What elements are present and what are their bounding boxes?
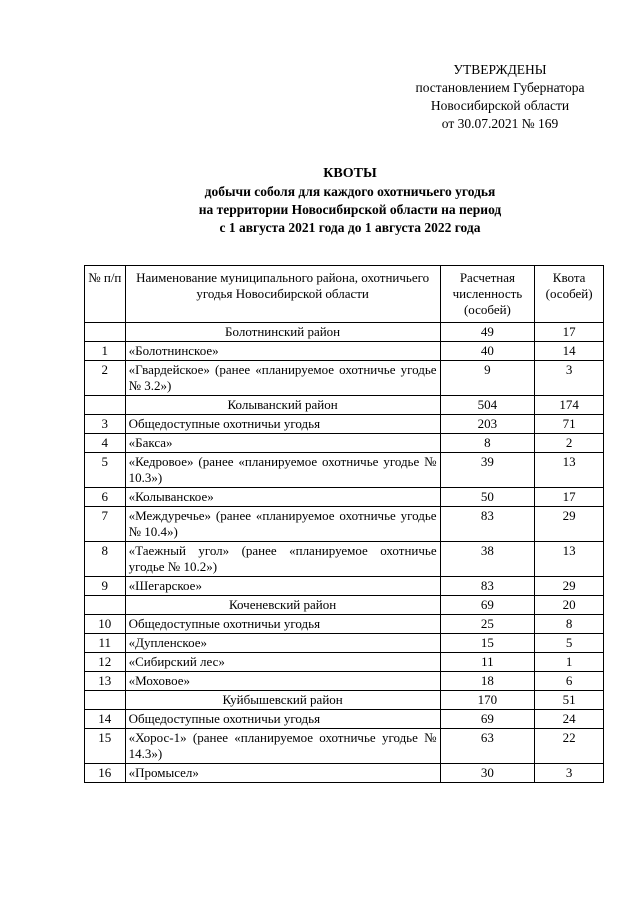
title-main: КВОТЫ xyxy=(323,166,377,181)
cell-quota: 8 xyxy=(535,615,604,634)
table-row xyxy=(85,361,604,396)
cell-num xyxy=(85,396,126,415)
approval-heading: УТВЕРЖДЕНЫ xyxy=(453,62,547,77)
table-row xyxy=(85,577,604,596)
table-row xyxy=(85,453,604,488)
cell-name: «Промысел» xyxy=(125,764,440,783)
cell-num: 10 xyxy=(85,615,126,634)
cell-name: «Кедровое» (ранее «планируемое охотничье угодье № 10.3») xyxy=(125,453,440,488)
table-row xyxy=(85,415,604,434)
table-row-district xyxy=(85,323,604,342)
table-row xyxy=(85,710,604,729)
cell-estimate: 9 xyxy=(440,361,535,396)
table-row xyxy=(85,342,604,361)
cell-estimate: 49 xyxy=(440,323,535,342)
cell-quota: 14 xyxy=(535,342,604,361)
cell-quota: 20 xyxy=(535,596,604,615)
cell-estimate: 15 xyxy=(440,634,535,653)
cell-quota: 22 xyxy=(535,729,604,764)
title-line-4: с 1 августа 2021 года до 1 августа 2022 года xyxy=(219,220,481,235)
cell-estimate: 8 xyxy=(440,434,535,453)
cell-name: «Болотнинское» xyxy=(125,342,440,361)
cell-estimate: 83 xyxy=(440,577,535,596)
approval-stamp-block xyxy=(400,61,600,133)
table-row xyxy=(85,542,604,577)
cell-estimate: 25 xyxy=(440,615,535,634)
cell-quota: 2 xyxy=(535,434,604,453)
table-row xyxy=(85,488,604,507)
title-line-2: добычи соболя для каждого охотничьего угодья xyxy=(204,184,496,199)
cell-num: 13 xyxy=(85,672,126,691)
title-line-3: на территории Новосибирской области на период xyxy=(198,202,502,217)
cell-quota: 29 xyxy=(535,507,604,542)
table-row-district xyxy=(85,596,604,615)
table-row xyxy=(85,729,604,764)
approval-date-number: от 30.07.2021 № 169 xyxy=(441,116,559,131)
cell-num: 11 xyxy=(85,634,126,653)
cell-num: 14 xyxy=(85,710,126,729)
cell-num: 12 xyxy=(85,653,126,672)
cell-num: 15 xyxy=(85,729,126,764)
cell-name: «Колыванское» xyxy=(125,488,440,507)
cell-name: «Шегарское» xyxy=(125,577,440,596)
cell-num: 2 xyxy=(85,361,126,396)
table-row-district xyxy=(85,691,604,710)
cell-name: Колыванский район xyxy=(125,396,440,415)
cell-quota: 1 xyxy=(535,653,604,672)
cell-quota: 13 xyxy=(535,542,604,577)
table-row xyxy=(85,764,604,783)
table-header-row xyxy=(85,266,604,323)
table-row xyxy=(85,615,604,634)
cell-name: Коченевский район xyxy=(125,596,440,615)
cell-estimate: 504 xyxy=(440,396,535,415)
cell-quota: 3 xyxy=(535,361,604,396)
approval-region: Новосибирской области xyxy=(430,98,570,113)
table-row xyxy=(85,434,604,453)
cell-num: 6 xyxy=(85,488,126,507)
cell-quota: 5 xyxy=(535,634,604,653)
cell-estimate: 69 xyxy=(440,710,535,729)
cell-num: 9 xyxy=(85,577,126,596)
cell-quota: 174 xyxy=(535,396,604,415)
cell-name: «Гвардейское» (ранее «планируемое охотничье угодье № 3.2») xyxy=(125,361,440,396)
cell-name: Общедоступные охотничьи угодья xyxy=(125,615,440,634)
cell-name: «Междуречье» (ранее «планируемое охотничье угодье № 10.4») xyxy=(125,507,440,542)
cell-quota: 24 xyxy=(535,710,604,729)
cell-estimate: 40 xyxy=(440,342,535,361)
table-body xyxy=(85,323,604,783)
cell-num: 8 xyxy=(85,542,126,577)
cell-estimate: 63 xyxy=(440,729,535,764)
cell-num: 16 xyxy=(85,764,126,783)
header-estimate: Расчетная численность (особей) xyxy=(440,266,535,323)
table-row xyxy=(85,672,604,691)
header-num: № п/п xyxy=(85,266,126,323)
cell-estimate: 83 xyxy=(440,507,535,542)
cell-name: «Моховое» xyxy=(125,672,440,691)
cell-quota: 71 xyxy=(535,415,604,434)
cell-estimate: 30 xyxy=(440,764,535,783)
table-row xyxy=(85,634,604,653)
cell-name: «Хорос-1» (ранее «планируемое охотничье угодье № 14.3») xyxy=(125,729,440,764)
cell-name: Общедоступные охотничьи угодья xyxy=(125,415,440,434)
cell-name: Болотнинский район xyxy=(125,323,440,342)
cell-num: 5 xyxy=(85,453,126,488)
cell-quota: 51 xyxy=(535,691,604,710)
cell-estimate: 203 xyxy=(440,415,535,434)
cell-num: 3 xyxy=(85,415,126,434)
table-row xyxy=(85,507,604,542)
cell-name: «Дупленское» xyxy=(125,634,440,653)
cell-estimate: 39 xyxy=(440,453,535,488)
cell-estimate: 50 xyxy=(440,488,535,507)
table-row xyxy=(85,653,604,672)
cell-quota: 29 xyxy=(535,577,604,596)
cell-num xyxy=(85,323,126,342)
quota-table xyxy=(84,265,604,783)
cell-name: Общедоступные охотничьи угодья xyxy=(125,710,440,729)
cell-num: 1 xyxy=(85,342,126,361)
cell-name: «Таежный угол» (ранее «планируемое охотничье угодье № 10.2») xyxy=(125,542,440,577)
cell-estimate: 18 xyxy=(440,672,535,691)
cell-name: «Бакса» xyxy=(125,434,440,453)
cell-quota: 17 xyxy=(535,488,604,507)
cell-num xyxy=(85,691,126,710)
cell-num: 4 xyxy=(85,434,126,453)
cell-num xyxy=(85,596,126,615)
approval-issuer: постановлением Губернатора xyxy=(415,80,585,95)
cell-estimate: 38 xyxy=(440,542,535,577)
table-row-district xyxy=(85,396,604,415)
document-title xyxy=(60,165,640,237)
cell-quota: 13 xyxy=(535,453,604,488)
cell-name: Куйбышевский район xyxy=(125,691,440,710)
cell-estimate: 69 xyxy=(440,596,535,615)
cell-quota: 17 xyxy=(535,323,604,342)
cell-quota: 6 xyxy=(535,672,604,691)
cell-estimate: 11 xyxy=(440,653,535,672)
cell-name: «Сибирский лес» xyxy=(125,653,440,672)
cell-estimate: 170 xyxy=(440,691,535,710)
cell-quota: 3 xyxy=(535,764,604,783)
header-name: Наименование муниципального района, охотничьего угодья Новосибирской области xyxy=(125,266,440,323)
header-quota: Квота (особей) xyxy=(535,266,604,323)
cell-num: 7 xyxy=(85,507,126,542)
